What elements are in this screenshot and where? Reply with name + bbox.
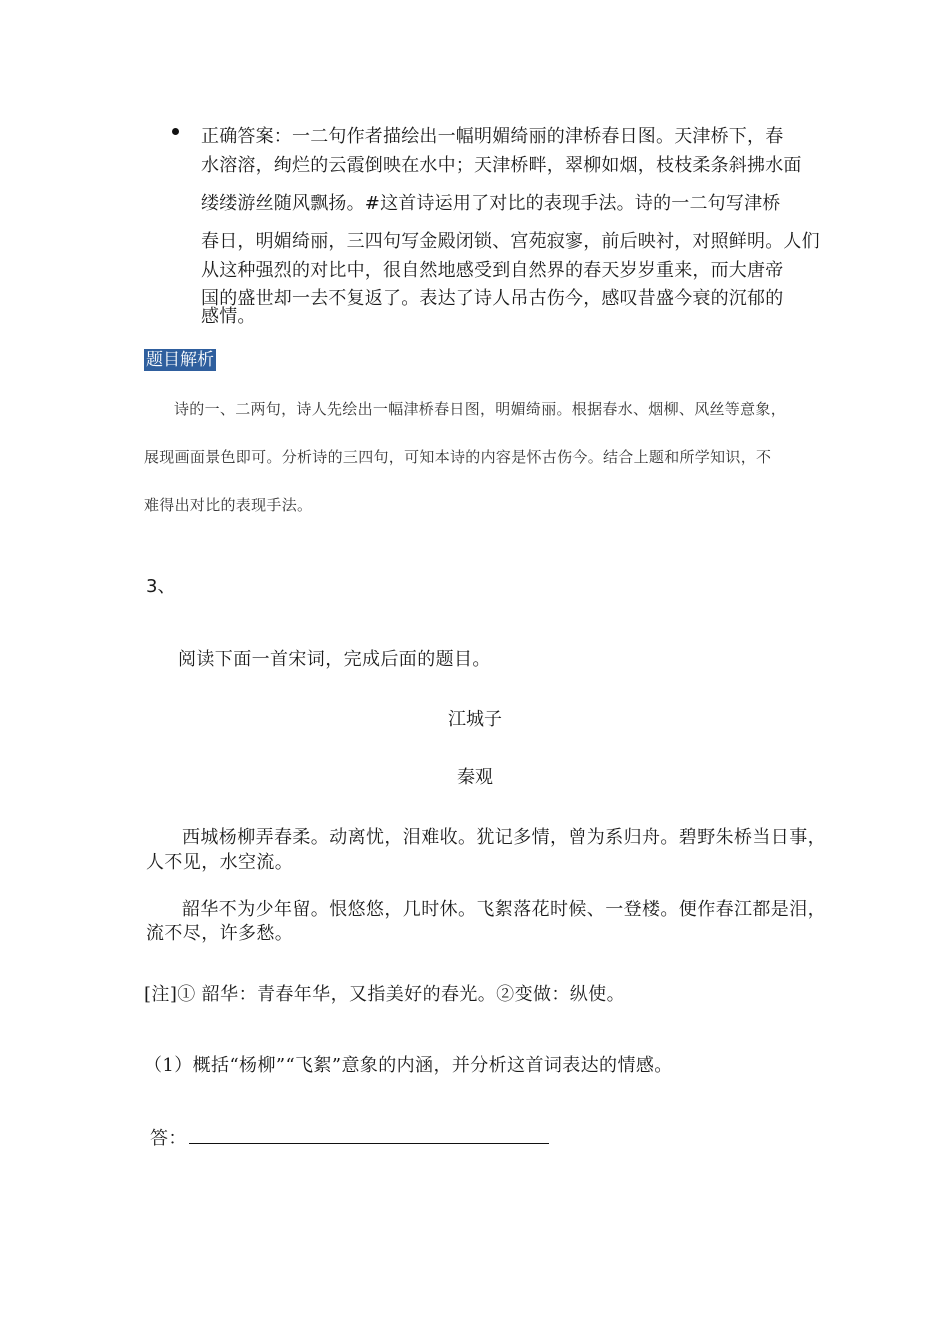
answer-line-3: 缕缕游丝随风飘扬。#这首诗运用了对比的表现手法。诗的一二句写津桥 — [201, 193, 781, 214]
analysis-label: 题目解析 — [146, 350, 214, 370]
stanza-1-line-2: 人不见，水空流。 — [146, 852, 294, 873]
answer-line-6: 国的盛世却一去不复返了。表达了诗人吊古伤今，感叹昔盛今衰的沉郁的 — [201, 288, 784, 309]
analysis-line-3: 难得出对比的表现手法。 — [144, 496, 313, 514]
question-intro: 阅读下面一首宋词，完成后面的题目。 — [178, 649, 491, 670]
analysis-line-2: 展现画面景色即可。分析诗的三四句，可知本诗的内容是怀古伤今。结合上题和所学知识，不 — [144, 448, 772, 466]
answer-label: 答： — [150, 1128, 187, 1149]
bullet-icon — [172, 128, 179, 135]
poem-title: 江城子 — [448, 709, 502, 730]
poem-author: 秦观 — [457, 767, 493, 788]
analysis-line-1: 诗的一、二两句，诗人先绘出一幅津桥春日图，明媚绮丽。根据春水、烟柳、风丝等意象， — [174, 400, 787, 418]
answer-line-4: 春日，明媚绮丽，三四句写金殿闭锁、宫苑寂寥，前后映衬，对照鲜明。人们 — [201, 231, 820, 252]
sub-question-1: （1）概括“杨柳”“飞絮”意象的内涵，并分析这首词表达的情感。 — [144, 1055, 673, 1076]
answer-line-1: 正确答案：一二句作者描绘出一幅明媚绮丽的津桥春日图。天津桥下，春 — [201, 126, 784, 147]
question-number: 3、 — [146, 576, 176, 597]
stanza-2-line-1: 韶华不为少年留。恨悠悠，几时休。飞絮落花时候、一登楼。便作春江都是泪， — [182, 899, 826, 920]
stanza-1-line-1: 西城杨柳弄春柔。动离忧，泪难收。犹记多情，曾为系归舟。碧野朱桥当日事， — [182, 827, 826, 848]
answer-line-2: 水溶溶，绚烂的云霞倒映在水中；天津桥畔，翠柳如烟，枝枝柔条斜拂水面 — [201, 155, 802, 176]
stanza-2-line-2: 流不尽，许多愁。 — [146, 923, 294, 944]
poem-note: [注]① 韶华：青春年华，又指美好的春光。②变做：纵使。 — [144, 984, 625, 1005]
answer-line-5: 从这种强烈的对比中，很自然地感受到自然界的春天岁岁重来，而大唐帝 — [201, 260, 784, 281]
answer-blank-line[interactable] — [189, 1143, 549, 1144]
answer-line-7: 感情。 — [201, 306, 256, 327]
